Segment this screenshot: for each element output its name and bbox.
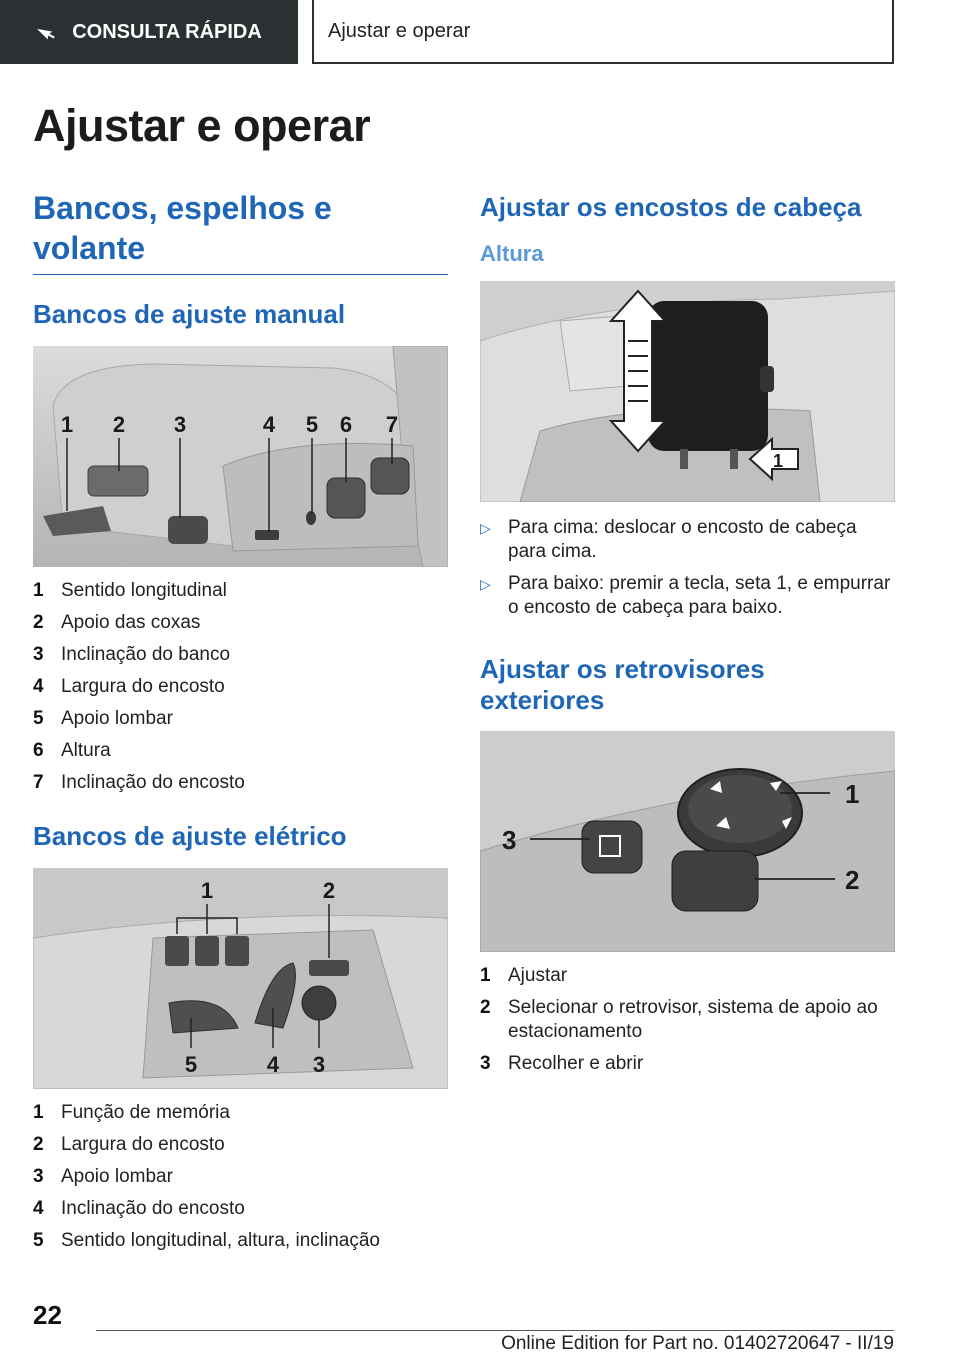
- item-number: 5: [33, 708, 44, 730]
- electric-fig-label-1: 1: [200, 878, 214, 904]
- electric-seat-figure: [33, 868, 448, 1089]
- item-number: 2: [480, 996, 491, 1018]
- manual-fig-label-2: 2: [112, 412, 126, 438]
- list-item: [33, 771, 448, 795]
- mirror-fig-label-2: 2: [845, 864, 860, 895]
- list-item: [33, 1165, 448, 1189]
- list-item: [480, 516, 895, 564]
- item-text: Recolher e abrir: [508, 1052, 644, 1074]
- item-text: Selecionar o retrovisor, sistema de apoio ao estacionamento: [508, 996, 878, 1042]
- quick-reference-label: CONSULTA RÁPIDA: [72, 20, 262, 43]
- manual-fig-label-1: 1: [60, 412, 74, 438]
- mirror-control-figure: [480, 731, 895, 952]
- mirror-fig-label-1: 1: [845, 778, 860, 809]
- manual-fig-label-6: 6: [339, 412, 353, 438]
- bullet-arrow-icon: ▷: [480, 520, 491, 537]
- list-item: [480, 1052, 895, 1076]
- bullet-arrow-icon: ▷: [480, 576, 491, 593]
- footer-divider: [96, 1330, 894, 1331]
- electric-fig-label-5: 5: [184, 1052, 198, 1078]
- item-number: 4: [33, 676, 44, 698]
- section-title: Bancos, espelhos e volante: [33, 188, 448, 275]
- list-item: [33, 611, 448, 635]
- list-item: [33, 1197, 448, 1221]
- list-item: [480, 996, 895, 1044]
- electric-seat-legend: [33, 1101, 448, 1253]
- item-text: Para cima: deslocar o encosto de cabeça para cima.: [508, 517, 857, 563]
- item-text: Apoio lombar: [61, 708, 173, 730]
- item-text: Ajustar: [508, 964, 568, 986]
- item-text: Altura: [61, 740, 111, 762]
- item-number: 3: [33, 1166, 44, 1188]
- item-number: 4: [33, 1198, 44, 1220]
- page-title: Ajustar e operar: [33, 100, 371, 151]
- list-item: [33, 1101, 448, 1125]
- item-text: Apoio lombar: [61, 1166, 173, 1188]
- breadcrumb: [312, 0, 894, 64]
- left-column: [33, 188, 448, 1261]
- item-text: Inclinação do encosto: [61, 772, 245, 794]
- item-number: 1: [33, 580, 44, 602]
- list-item: [33, 1133, 448, 1157]
- headrest-instructions: [480, 516, 895, 620]
- headrest-subtitle: Altura: [480, 241, 544, 267]
- list-item: [33, 643, 448, 667]
- item-number: 3: [480, 1052, 491, 1074]
- electric-fig-label-2: 2: [322, 878, 336, 904]
- item-text: Sentido longitudinal, altura, inclinação: [61, 1230, 380, 1252]
- item-number: 1: [480, 964, 491, 986]
- item-number: 3: [33, 644, 44, 666]
- manual-seat-figure: [33, 346, 448, 567]
- item-number: 6: [33, 740, 44, 762]
- list-item: [33, 675, 448, 699]
- list-item: [480, 964, 895, 988]
- mirror-legend: [480, 964, 895, 1076]
- mirror-fig-label-3: 3: [502, 824, 517, 855]
- manual-seat-legend: [33, 579, 448, 795]
- item-text: Largura do encosto: [61, 1134, 225, 1156]
- right-column: [480, 188, 895, 1084]
- quick-reference-icon: [36, 21, 58, 43]
- electric-fig-label-4: 4: [266, 1052, 280, 1078]
- headrest-figure: [480, 281, 895, 502]
- page-number: 22: [33, 1300, 62, 1330]
- breadcrumb-label: Ajustar e operar: [328, 19, 471, 42]
- item-number: 7: [33, 772, 44, 794]
- item-number: 2: [33, 612, 44, 634]
- electric-seats-heading: Bancos de ajuste elétrico: [33, 821, 347, 852]
- quick-reference-tab[interactable]: [0, 0, 298, 64]
- item-text: Sentido longitudinal: [61, 580, 227, 602]
- list-item: [33, 707, 448, 731]
- item-number: 2: [33, 1134, 44, 1156]
- manual-fig-label-4: 4: [262, 412, 276, 438]
- list-item: [33, 1229, 448, 1253]
- item-number: 1: [33, 1102, 44, 1124]
- headrest-fig-label-1: 1: [772, 451, 784, 472]
- manual-seats-heading: Bancos de ajuste manual: [33, 299, 346, 329]
- item-text: Inclinação do encosto: [61, 1198, 245, 1220]
- list-item: [33, 579, 448, 603]
- item-text: Inclinação do banco: [61, 644, 231, 666]
- item-text: Largura do encosto: [61, 676, 225, 698]
- edition-text: Online Edition for Part no. 01402720647 - II/19: [501, 1333, 894, 1354]
- manual-fig-label-5: 5: [305, 412, 319, 438]
- list-item: [33, 739, 448, 763]
- item-text: Função de memória: [61, 1102, 230, 1124]
- headrest-heading: Ajustar os encostos de cabeça: [480, 192, 862, 222]
- electric-fig-label-3: 3: [312, 1052, 326, 1078]
- manual-fig-label-3: 3: [173, 412, 187, 438]
- list-item: [480, 572, 895, 620]
- manual-fig-label-7: 7: [385, 412, 399, 438]
- item-number: 5: [33, 1230, 44, 1252]
- mirrors-heading: Ajustar os retrovisores exteriores: [480, 654, 765, 716]
- item-text: Apoio das coxas: [61, 612, 201, 634]
- item-text: Para baixo: premir a tecla, seta 1, e empurrar o encosto de cabeça para baixo.: [508, 573, 891, 619]
